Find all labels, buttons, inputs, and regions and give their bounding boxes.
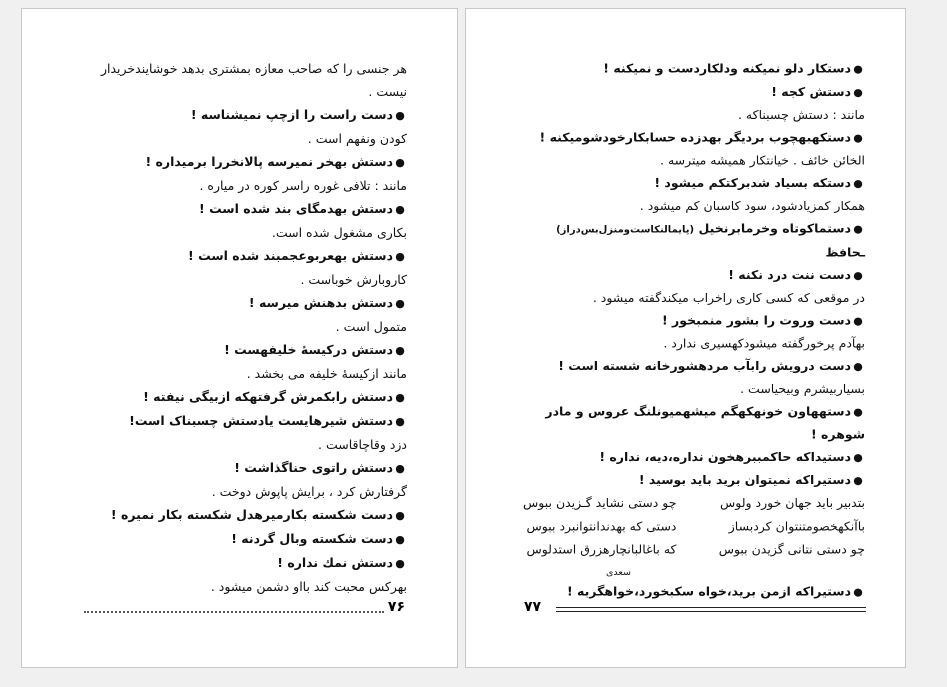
footer-rule	[84, 611, 384, 613]
proverb-line	[506, 449, 865, 465]
proverb-line	[58, 460, 407, 477]
line-text: گرفتارش کرد ، برایش پاپوش دوخت .	[211, 484, 407, 499]
right-page-footer	[466, 601, 905, 615]
line-text: دستکه بسیاد شدبرکتکم میشود !	[654, 175, 851, 190]
poem-hemistich: باآنکهخصومتنتوان کردبساز	[728, 518, 865, 534]
line-text: کاروبارش خوباست .	[300, 272, 407, 287]
line-text: دستش بهدمگای بند شده است !	[199, 201, 393, 216]
text-line	[506, 290, 865, 305]
line-text: مانند ازکیسهٔ خلیفه می بخشد .	[246, 366, 407, 381]
bullet-icon	[393, 460, 407, 477]
text-line	[58, 437, 407, 453]
bullet-icon	[851, 267, 865, 283]
line-text: بسیاربیشرم وبیحیاست .	[740, 381, 865, 396]
bullet-icon	[393, 342, 407, 359]
page-number: ۷۶	[387, 599, 405, 615]
text-line	[506, 245, 865, 260]
line-text: کودن ونفهم است .	[307, 131, 407, 146]
text-line	[58, 272, 407, 288]
line-text: مانند : دستش چسبناکه .	[737, 107, 865, 122]
line-text: دست درویش رابآب مردهشورخانه شسته است !	[558, 358, 851, 373]
bullet-icon	[393, 555, 407, 572]
line-text: همکار کمزیادشود، سود کاسبان کم میشود .	[639, 198, 865, 213]
bullet-icon	[393, 248, 407, 265]
bullet-icon	[851, 84, 865, 100]
line-text: دستیراکه نمیتوان برید باید بوسید !	[638, 472, 851, 487]
proverb-line	[506, 175, 865, 191]
text-line	[58, 61, 407, 77]
proverb-line	[506, 130, 865, 146]
poem-block	[506, 496, 865, 566]
line-text: دستکار دلو نمیکنه ودلکاردست و نمیکنه !	[603, 61, 851, 76]
line-text: متمول است .	[335, 319, 407, 334]
line-text: مانند : تلافی غوره راسر کوره در میاره .	[199, 178, 407, 193]
poem-hemistich: چو دستی نتانی گزیدن ببوس	[718, 542, 865, 557]
bullet-icon	[851, 61, 865, 77]
text-line	[506, 427, 865, 442]
line-text: بهرکس محبت کند بااو دشمن میشود .	[210, 579, 407, 594]
line-text: دستش بدهنش میرسه !	[248, 295, 393, 310]
line-text: دست راست را ازچپ نمیشناسه !	[190, 107, 393, 122]
proverb-line	[506, 404, 865, 420]
proverb-line	[506, 472, 865, 488]
line-text: دستیراکه ازمن برید،خواه سكبخورد،خواهگربه !	[566, 583, 851, 599]
bullet-icon	[393, 531, 407, 548]
line-text: نیست .	[368, 84, 407, 99]
line-text: دستههاون خونهکهگم میشهمیونلنگ عروس و مادر	[545, 403, 851, 419]
line-text: دست شکسته بکارمیرهدل شکسته بکار نمیره !	[110, 507, 393, 522]
proverb-line	[58, 389, 407, 406]
proverb-line	[58, 342, 407, 359]
bullet-icon	[393, 413, 407, 430]
proverb-line	[506, 267, 865, 283]
text-line	[58, 579, 407, 595]
line-text: دستکهبهچوب بردیگر بهدزده حسابکارخودشومیکنه !	[539, 129, 851, 145]
bullet-icon	[393, 295, 407, 312]
line-text: دستش شیرهایست یادستش چسبناک است!	[129, 413, 393, 428]
line-text: دست شکسته وبال گردنه !	[231, 531, 393, 546]
line-text: دستش درکیسهٔ خلیفهست !	[224, 342, 393, 357]
proverb-line	[58, 295, 407, 312]
poem-hemistich: که باغالبانچارهزرق استدلوس	[526, 542, 677, 557]
line-text: دستماکوتاه وخرمابرنخیل	[698, 220, 851, 236]
proverb-line	[58, 413, 407, 430]
line-text: هر جنسی را که صاحب معازه بمشتری بدهد خوشایندخریدار	[100, 61, 407, 76]
bullet-icon	[851, 358, 865, 374]
proverb-line	[58, 248, 407, 265]
bullet-icon	[851, 449, 865, 465]
text-line	[506, 336, 865, 351]
poet-name: سعدی	[606, 567, 631, 578]
proverb-line	[58, 154, 407, 171]
text-line	[506, 153, 865, 168]
text-line	[506, 107, 865, 122]
text-line	[506, 381, 865, 396]
bullet-icon	[393, 107, 407, 124]
line-text: بهآدم پرخورگفته میشودکهسیری ندارد .	[663, 335, 865, 351]
text-line	[58, 225, 407, 241]
line-text: الخائن خائف . خیانتکار همیشه میترسه .	[660, 152, 865, 168]
bullet-icon	[851, 130, 865, 146]
bullet-icon	[851, 584, 865, 600]
line-text: در موقعی که کسی کاری راخراب میکندگفته میشود .	[592, 290, 865, 305]
proverb-line	[58, 555, 407, 572]
line-text: بکاری مشغول شده است.	[271, 225, 407, 240]
line-text: دستش بهخر نمیرسه پالانخررا برمیداره !	[145, 154, 393, 169]
text-line	[506, 198, 865, 213]
proverb-line	[58, 507, 407, 524]
line-text: دستش کجه !	[771, 84, 851, 99]
proverb-line	[58, 201, 407, 218]
text-line	[58, 484, 407, 500]
poem-hemistich: چو دستی نشاید گـزیدن ببوس	[523, 495, 677, 511]
left-page-text	[22, 61, 457, 602]
bullet-icon	[393, 389, 407, 406]
proverb-line	[58, 531, 407, 548]
text-line	[58, 84, 407, 100]
right-page-text	[466, 61, 905, 607]
proverb-line	[506, 584, 865, 600]
text-line	[58, 366, 407, 382]
text-line	[58, 178, 407, 194]
bullet-icon	[393, 507, 407, 524]
text-line	[58, 319, 407, 335]
proverb-line	[506, 84, 865, 100]
bullet-icon	[393, 154, 407, 171]
left-page	[21, 8, 458, 668]
line-text: دزد وقاچاقاست .	[318, 437, 407, 452]
bullet-icon	[851, 472, 865, 488]
line-text: شوهره !	[810, 426, 865, 442]
right-page	[465, 8, 906, 668]
line-text: دست وروت را بشور منمبخور !	[662, 312, 851, 328]
poem-hemistich: دستی که بهدندانتوانبرد ببوس	[526, 518, 677, 534]
line-note: (پایمالنکاست‌ومنزل‌بس‌دراز)	[556, 224, 695, 236]
page-number: ۷۷	[524, 599, 542, 615]
line-text: دستش رابکمرش گرفتهکه ازبیگی نیفته !	[143, 389, 393, 404]
line-text: دستش نمك نداره !	[277, 555, 393, 570]
line-text: دستش راتوی حناگذاشت !	[234, 460, 393, 475]
line-text: دست ننت درد نکنه !	[728, 267, 851, 282]
left-page-footer	[22, 601, 457, 615]
proverb-line	[58, 107, 407, 124]
proverb-line	[506, 61, 865, 77]
bullet-icon	[851, 313, 865, 329]
footer-rule	[556, 607, 866, 612]
poem-hemistich: بتدبیر باید جهان خورد ولوس	[719, 495, 865, 511]
line-text: دستیداکه حاکمببرهخون نداره،دیه، نداره !	[599, 449, 851, 464]
bullet-icon	[851, 221, 865, 237]
line-text: ـحافظ	[825, 244, 865, 260]
text-line	[58, 131, 407, 147]
bullet-icon	[851, 404, 865, 420]
proverb-line	[506, 358, 865, 374]
proverb-line	[506, 313, 865, 329]
bullet-icon	[393, 201, 407, 218]
proverb-line	[506, 221, 865, 238]
bullet-icon	[851, 175, 865, 191]
line-text: دستش بهعربوعجمبند شده است !	[188, 248, 393, 263]
